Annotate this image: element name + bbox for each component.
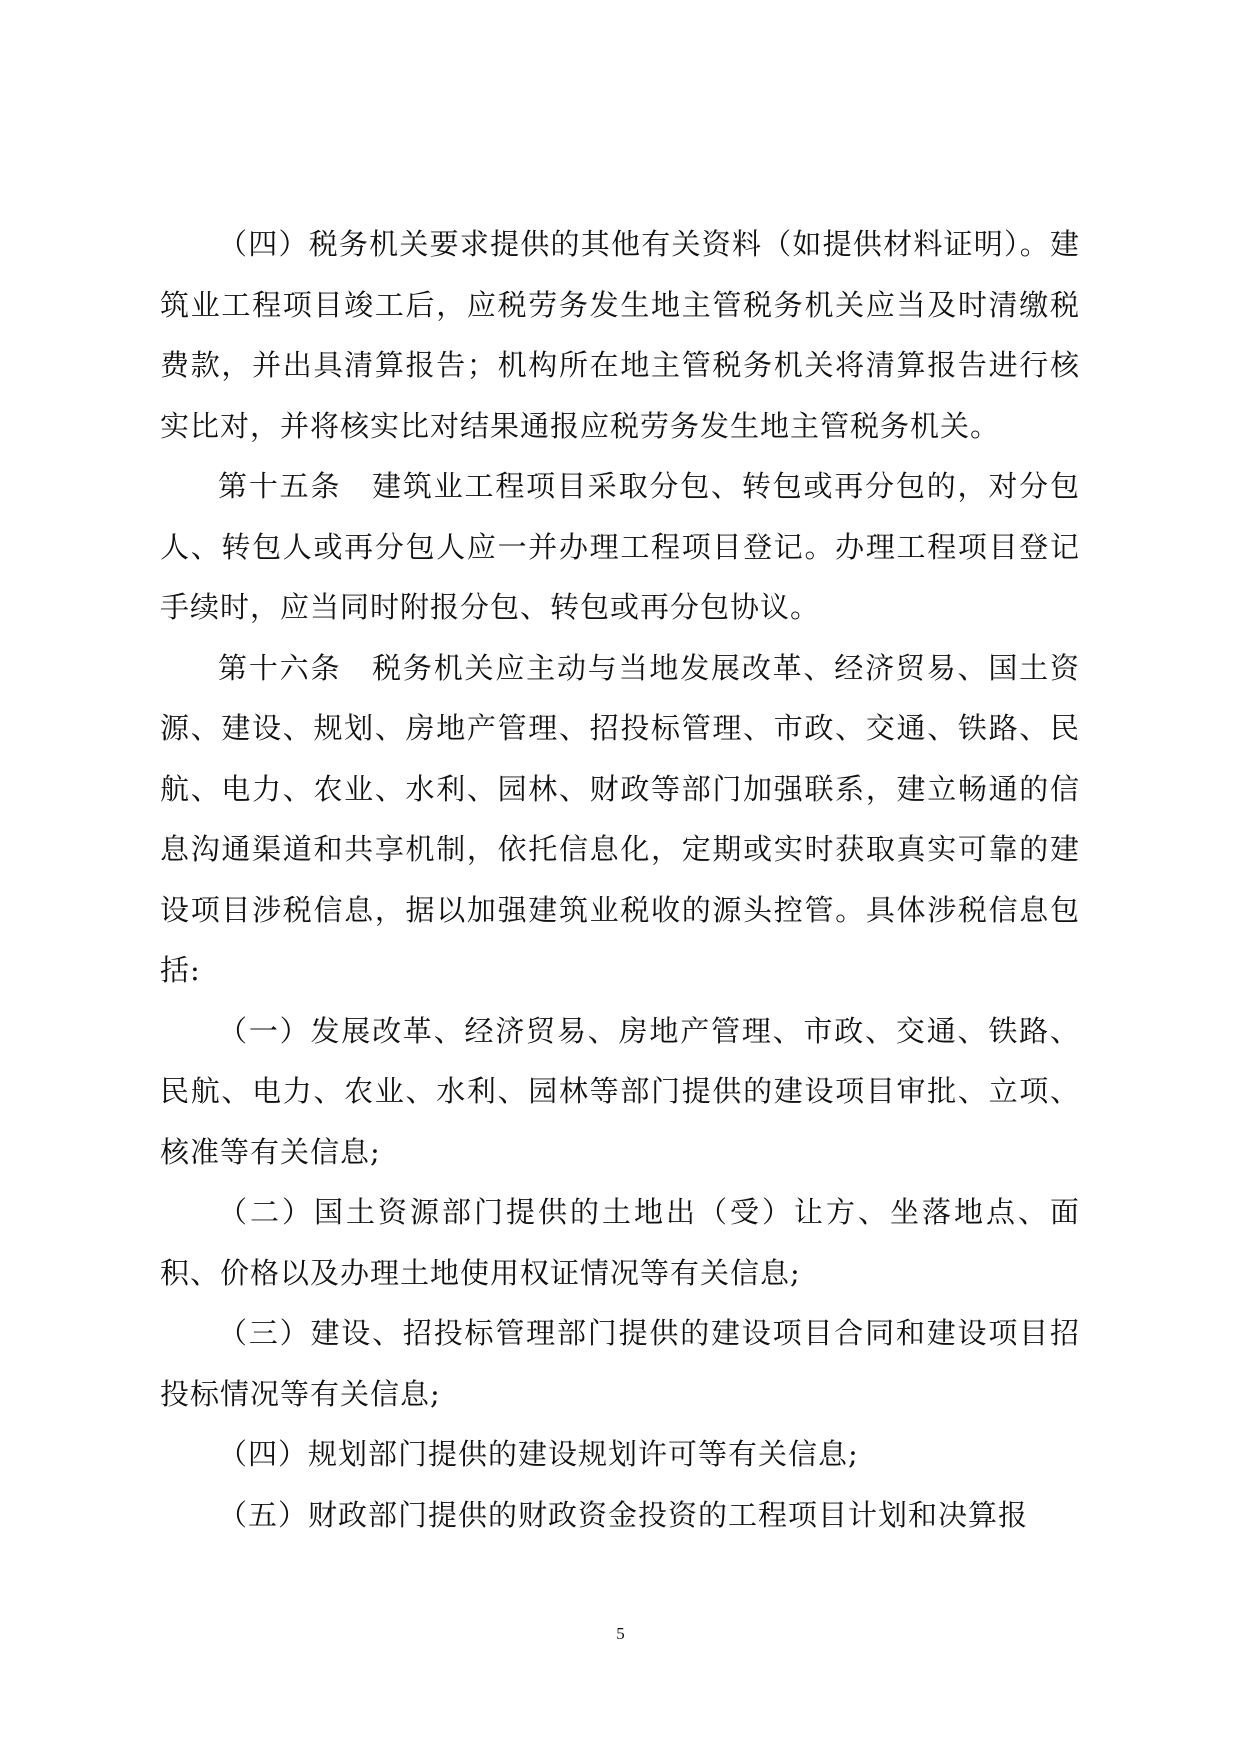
page-number: 5 [616,1624,625,1643]
body-text [160,214,1080,1545]
paragraph-item-5: （五）财政部门提供的财政资金投资的工程项目计划和决算报 [218,1497,1029,1532]
paragraph-article-15: 第十五条 建筑业工程项目采取分包、转包或再分包的，对分包人、转包人或再分包人应一并办理工程项目登记。办理工程项目登记手续时，应当同时附报分包、转包或再分包协议。 [160,469,1080,624]
paragraph-item-1: （一）发展改革、经济贸易、房地产管理、市政、交通、铁路、民航、电力、农业、水利、园林等部门提供的建设项目审批、立项、核准等有关信息; [160,1013,1080,1169]
paragraph-item-2: （二）国土资源部门提供的土地出（受）让方、坐落地点、面积、价格以及办理土地使用权证情况等有关信息; [160,1195,1080,1290]
paragraph-clause-14-item-4: （四）税务机关要求提供的其他有关资料（如提供材料证明）。建筑业工程项目竣工后，应税劳务发生地主管税务机关应当及时清缴税费款，并出具清算报告；机构所在地主管税务机关将清算报告进行核实比对，并将核实比对结果通报应税劳务发生地主管税务机关。 [160,227,1080,443]
paragraph-article-16: 第十六条 税务机关应主动与当地发展改革、经济贸易、国土资源、建设、规划、房地产管理、招投标管理、市政、交通、铁路、民航、电力、农业、水利、园林、财政等部门加强联系，建立畅通的信息沟通渠道和共享机制，依托信息化，定期或实时获取真实可靠的建设项目涉税信息，据以加强建筑业税收的源头控管。具体涉税信息包括: [160,650,1080,987]
paragraph-item-4: （四）规划部门提供的建设规划许可等有关信息; [218,1437,859,1471]
paragraph-item-3: （三）建设、招投标管理部门提供的建设项目合同和建设项目招投标情况等有关信息; [160,1316,1080,1411]
